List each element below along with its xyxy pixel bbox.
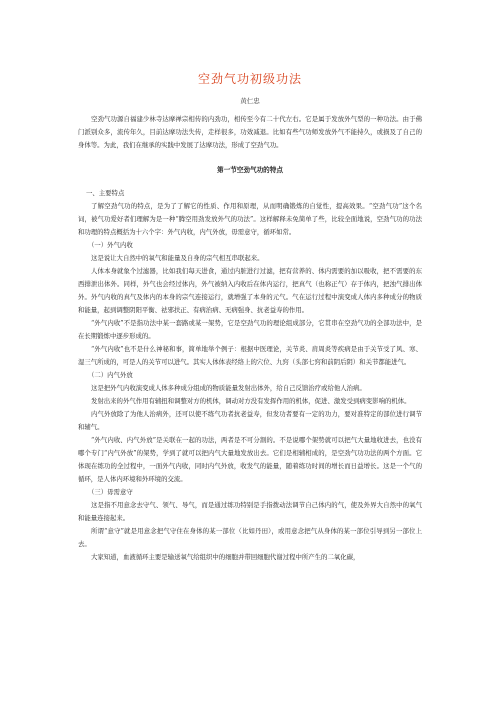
paragraph: “外气内收”不是指功法中某一套路或某一架势，它是空劲气功的理论组成部分，它贯串在空劲气功的全部功法中，是在长期锻炼中逐步形成的。	[78, 319, 422, 340]
subheading-no-concentration: （三）毋需意守	[88, 488, 133, 496]
paragraph: 所谓“意守”就是用意念把气守住在身体的某一部位（比如丹田），或用意念把气从身体的某一部位引导到另一部位上去。	[78, 527, 422, 548]
paragraph: 大家知道，血液循环主要是输送氧气给组织中的细胞并带回细胞代谢过程中所产生的二氧化碳，	[91, 553, 360, 561]
section-title: 第一节空劲气功的特点	[217, 166, 283, 174]
author-name: 黄仁忠	[240, 97, 260, 105]
paragraph: 发射出来的外气作用有辅扭和调整对方的机体，调动对方没有发挥作用的机体，促进、激发受到病变影响的机体。	[91, 397, 411, 405]
paragraph: 这是把外气内收演变成人体多种成分组成的物质能量发射出体外，给自己反馈治疗或给他人治病。	[91, 384, 366, 392]
paragraph: 内气外放除了为他人治病外，还可以使不练气功者抗老益寿，但发功者要有一定的功力，要对准特定的部位进行调节和辅气。	[78, 410, 422, 431]
paragraph: 人体本身就象个过滤器，比如我们每天进食，通过内脏进行过滤，把有营养的、体内需要的加以吸收，把不需要的东西排泄出体外。同样，外气也会经过体内，外气被纳入内收后在体内运行，把真气（也称正气）存于体内，把浊气排出体外。外气内收的真气及体内的本身的宗气连接运行，就增强了本身的元气。气在运行过程中演变成人体内多种成分的物质和能量，起到调整阴阳平衡、祛邪扶正、有病治病、无病强身、抗老益寿的作用。	[78, 267, 422, 314]
paragraph: 这是指不用意念去守气、领气、导气，而是通过练功特别是手指拨动法调节自己体内的气，使及外界大自然中的氧气和能量连接起来。	[78, 501, 422, 522]
paragraph: 这是说让大自然中的氧气和能量及自身的宗气相互串联起来。	[91, 254, 264, 262]
intro-paragraph: 空劲气功源自福建少林寺达摩禅宗相传的内劲功，相传至今有二十代左右。它是属于发放外气型的一种功法。由于佛门派别众多，流传年久，目前达摩功法失传，走样很多，功效减退。比如有些气功师发放外气不能持久，或损及了自己的身体等。为此，我们在继承的实践中发展了达摩功法，形成了空劲气功。	[78, 115, 422, 149]
subheading-internal-qi-out: （二）内气外放	[88, 371, 133, 379]
paragraph: “外气内收”也不是什么神秘和事，简单地举个例子：根据中医理论，关节炎、肩周炎等疾病是由于关节受了风、寒、湿三气所成的，可是人的关节可以进气。其实人体体表经络上的穴位、九窍（头部七窍和前阴后阴）和关节都能进气。	[78, 345, 422, 366]
subheading-external-qi-in: （一）外气内收	[88, 241, 133, 249]
paragraph: “外气内收、内气外放”是关联在一起的功法，两者是不可分割的。不是说哪个架势就可以把气大量地收进去，也没有哪个专门“内气外放”的架势，学到了就可以把内气大量地发放出去。它们是相辅相成的，是空劲气功功法的两个方面。它体现在练功的全过程中，一面外气内收，同时内气外放，收发气的能量，随着练功时间的增长而日益增长。这是一个气的循环，是人体内环境和外环境的交流。	[78, 436, 422, 483]
paragraph: 了解空劲气功的特点，是为了了解它的性质、作用和原理，从而明确锻炼的自觉性，提高效果。“空劲气功”这个名词，被气功爱好者们理解为是一种“腾空用劲发放外气的功法”。这样解释未免简单了些，比较全面地说，空劲气功的功法和功理的特点概括为十六个字：外气内收，内气外放，毋需意守，循环如常。	[78, 202, 422, 236]
document-title: 空劲气功初级功法	[197, 72, 302, 86]
heading-main-features: 一、主要特点	[86, 189, 125, 197]
document-body	[78, 113, 422, 564]
